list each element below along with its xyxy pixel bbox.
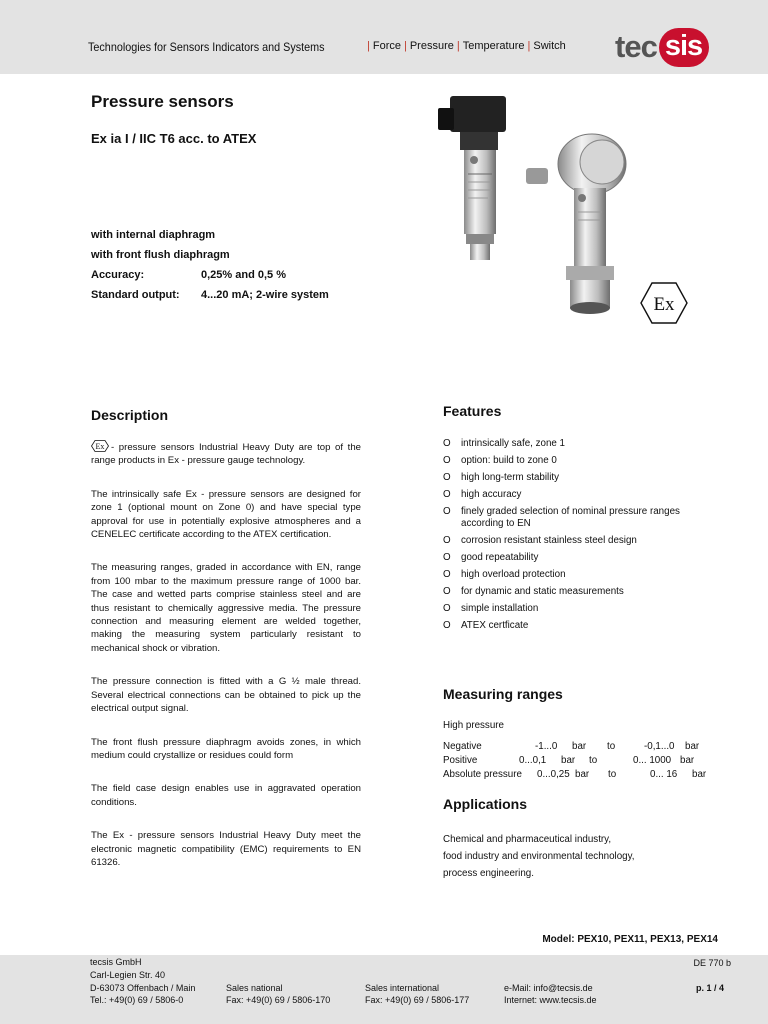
- measuring-ranges-heading: Measuring ranges: [443, 686, 563, 702]
- footer-city: D-63073 Offenbach / Main: [90, 983, 196, 993]
- logo-sis: sis: [659, 28, 709, 67]
- accuracy-label: Accuracy:: [91, 269, 145, 281]
- product-photo: [430, 92, 640, 332]
- nav-force[interactable]: Force: [372, 40, 401, 52]
- ex-symbol-text: Ex: [653, 294, 675, 315]
- svg-text:Ex: Ex: [95, 442, 105, 451]
- output-value: 4...20 mA; 2-wire system: [201, 289, 329, 301]
- description-body: [91, 440, 361, 889]
- page-subtitle: Ex ia I / IIC T6 acc. to ATEX: [91, 131, 257, 146]
- applications-heading: Applications: [443, 796, 528, 812]
- tagline: Technologies for Sensors Indicators and Systems: [88, 40, 325, 54]
- list-item: process engineering.: [443, 868, 534, 879]
- top-navigation: | Force | Pressure | Temperature | Switch: [367, 40, 566, 52]
- footer-company: tecsis GmbH: [90, 957, 142, 967]
- header-bar: [0, 0, 768, 74]
- footer-website[interactable]: Internet: www.tecsis.de: [504, 995, 597, 1005]
- description-p1: Ex - pressure sensors Industrial Heavy Duty are top of the range products in Ex - pressure gauge technology.: [91, 442, 361, 467]
- description-p6: The field case design enables use in aggravated operation conditions.: [91, 783, 361, 808]
- description-p4: The pressure connection is fitted with a G ½ male thread. Several electrical connections can be obtained to pick up the electrical output signal.: [91, 676, 361, 715]
- list-item: O finely graded selection of nominal pressure ranges according to EN: [443, 506, 680, 529]
- spec-line-flush: with front flush diaphragm: [91, 249, 230, 261]
- list-item: O simple installation: [443, 603, 539, 614]
- tecsis-logo: [615, 25, 709, 69]
- description-p5: The front flush pressure diaphragm avoids zones, in which medium could crystallize or residues could form: [91, 736, 361, 761]
- list-item: Chemical and pharmaceutical industry,: [443, 834, 612, 845]
- logo-tec: tec: [615, 29, 657, 64]
- list-item: O option: build to zone 0: [443, 455, 557, 466]
- list-item: O good repeatability: [443, 552, 539, 563]
- nav-temperature[interactable]: Temperature: [462, 40, 525, 52]
- sales-international-label: Sales international: [365, 983, 440, 993]
- ranges-table: [443, 741, 733, 783]
- list-item: O corrosion resistant stainless steel design: [443, 535, 637, 546]
- sales-national-label: Sales national: [226, 983, 283, 993]
- description-p3: The measuring ranges, graded in accordance with EN, range from 100 mbar to the maximum pressure range of 1000 bar. The case and wetted parts comprise stainless steel and are thus resistant to chemically aggressive media. The pressure connection and measuring element are welded together, making the measuring system particularly resistant to mechanical shock or vibration.: [91, 562, 361, 654]
- nav-switch[interactable]: Switch: [533, 40, 566, 52]
- sales-national-fax: Fax: +49(0) 69 / 5806-170: [226, 995, 331, 1005]
- applications-list: [443, 831, 635, 882]
- table-row: Positive 0...0,1 bar to 0... 1000 bar: [443, 755, 695, 766]
- list-item: O high accuracy: [443, 489, 522, 500]
- features-list: [443, 438, 713, 637]
- model-numbers: Model: PEX10, PEX11, PEX13, PEX14: [542, 934, 718, 945]
- sales-international-fax: Fax: +49(0) 69 / 5806-177: [365, 995, 470, 1005]
- high-pressure-label: High pressure: [443, 720, 504, 731]
- description-p7: The Ex - pressure sensors Industrial Heavy Duty meet the electronic magnetic compatibility (EMC) requirements to EN 61326.: [91, 830, 361, 868]
- spec-summary: [91, 225, 329, 305]
- nav-pressure[interactable]: Pressure: [409, 40, 454, 52]
- list-item: O ATEX certficate: [443, 620, 529, 631]
- list-item: O intrinsically safe, zone 1: [443, 438, 566, 449]
- page-number: p. 1 / 4: [695, 983, 724, 993]
- spec-accuracy: [91, 265, 329, 285]
- page-title: Pressure sensors: [91, 92, 234, 111]
- table-row: Negative -1...0 bar to -0,1...0 bar: [443, 741, 700, 752]
- list-item: food industry and environmental technology,: [443, 851, 635, 862]
- doc-code: DE 770 b: [693, 958, 731, 968]
- description-p2: The intrinsically safe Ex - pressure sensors are designed for zone 1 (optional mount on Zone 0) and have special type approval for use in potentially explosive atmospheres and a CENELEC certificate according to the ATEX certification.: [91, 488, 361, 541]
- spec-line-internal: with internal diaphragm: [91, 229, 216, 241]
- footer-street: Carl-Legien Str. 40: [90, 970, 166, 980]
- list-item: O high overload protection: [443, 569, 566, 580]
- accuracy-value: 0,25% and 0,5 %: [201, 269, 286, 281]
- footer: [0, 955, 768, 1024]
- ex-small-icon: [91, 440, 109, 452]
- features-heading: Features: [443, 403, 502, 419]
- list-item: O high long-term stability: [443, 472, 560, 483]
- ex-hexagon-icon: [640, 282, 688, 324]
- spec-output: [91, 285, 329, 305]
- list-item: O for dynamic and static measurements: [443, 586, 624, 597]
- table-row: Absolute pressure 0...0,25 bar to 0... 16 bar: [443, 769, 707, 780]
- output-label: Standard output:: [91, 289, 180, 301]
- footer-tel: Tel.: +49(0) 69 / 5806-0: [90, 995, 184, 1005]
- footer-email[interactable]: e-Mail: info@tecsis.de: [504, 983, 593, 993]
- description-heading: Description: [91, 407, 169, 423]
